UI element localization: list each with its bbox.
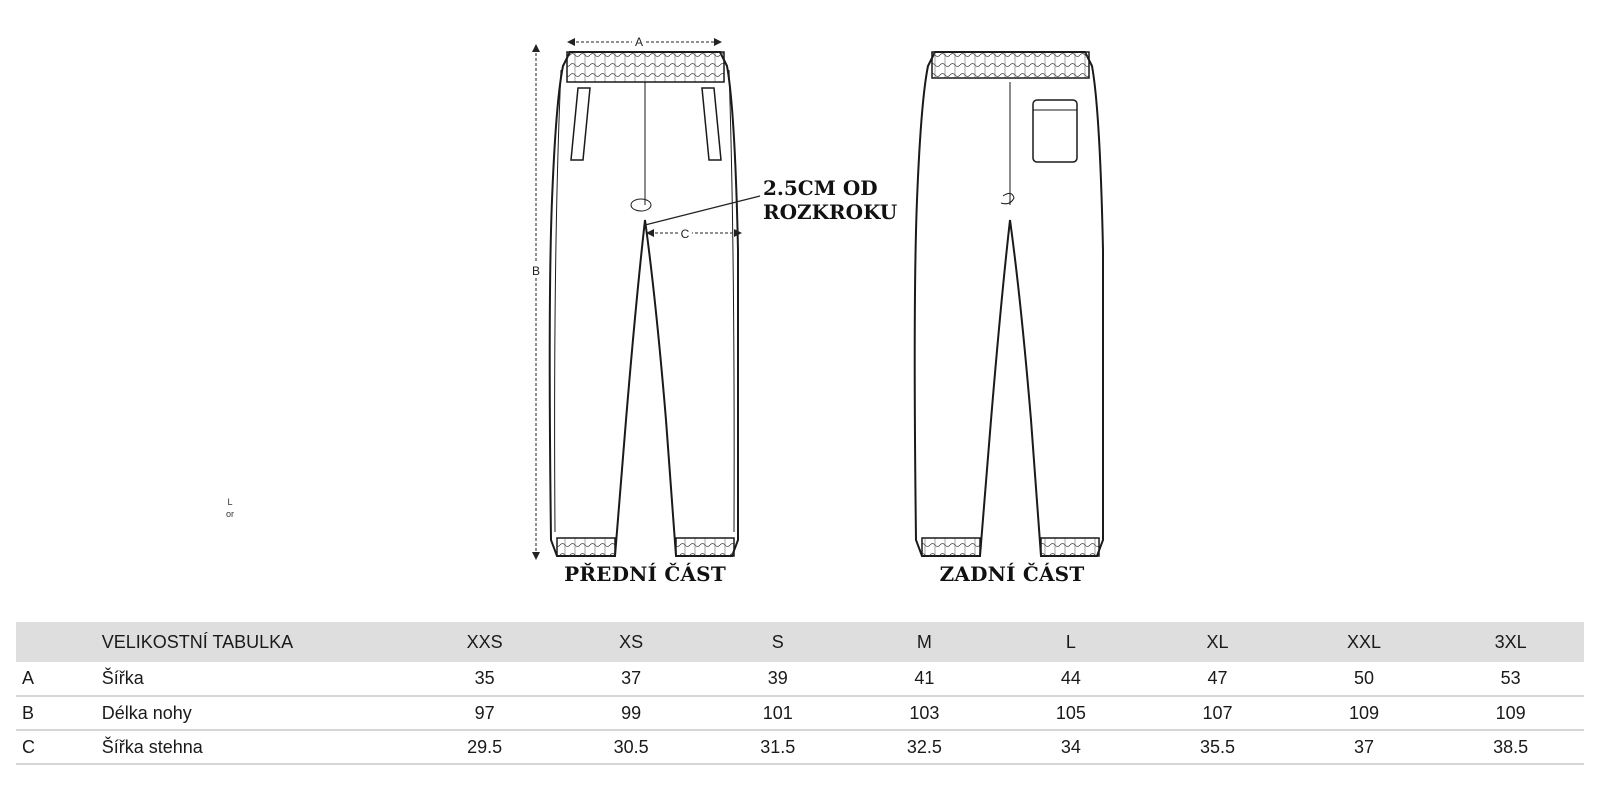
back-right-cuff xyxy=(1041,538,1099,556)
table-cell: 35 xyxy=(474,668,495,688)
size-table-title: VELIKOSTNÍ TABULKA xyxy=(101,631,294,652)
table-cell: 107 xyxy=(1202,702,1233,723)
table-cell: 109 xyxy=(1495,702,1526,723)
back-view-label: ZADNÍ ČÁST xyxy=(939,562,1085,586)
stray-text-line: or xyxy=(226,509,235,519)
table-cell: 103 xyxy=(909,702,940,723)
table-cell: 50 xyxy=(1354,668,1375,688)
table-cell: 30.5 xyxy=(613,736,649,757)
table-cell: 31.5 xyxy=(760,736,796,757)
size-column-header: XL xyxy=(1206,631,1229,652)
crotch-offset-callout xyxy=(763,176,897,224)
table-cell: 109 xyxy=(1349,702,1380,723)
table-cell: 37 xyxy=(1354,736,1375,757)
back-view-pants xyxy=(915,52,1103,556)
callout-leader-line xyxy=(645,196,760,225)
callout-line: 2.5CM OD xyxy=(763,176,878,200)
back-left-cuff xyxy=(922,538,980,556)
size-column-header: XS xyxy=(619,631,644,652)
back-waistband xyxy=(932,52,1089,78)
table-row xyxy=(16,730,1584,764)
size-column-header: XXL xyxy=(1347,631,1382,652)
table-cell: 39 xyxy=(767,668,788,688)
front-left-cuff xyxy=(557,538,615,556)
row-code: B xyxy=(22,702,35,723)
table-cell: 44 xyxy=(1060,668,1081,688)
dimension-a-letter: A xyxy=(634,35,644,49)
callout-line: ROZKROKU xyxy=(763,200,898,224)
size-table-header xyxy=(16,622,1584,662)
table-cell: 47 xyxy=(1207,668,1228,688)
row-code: A xyxy=(22,668,35,688)
row-name: Šířka stehna xyxy=(101,736,203,757)
row-name: Šířka xyxy=(101,668,144,688)
size-table xyxy=(16,622,1584,765)
size-column-header: S xyxy=(771,631,784,652)
table-cell: 99 xyxy=(621,702,642,723)
front-waistband xyxy=(567,52,724,82)
table-cell: 101 xyxy=(762,702,793,723)
table-cell: 38.5 xyxy=(1493,736,1529,757)
row-code: C xyxy=(22,736,35,757)
table-cell: 34 xyxy=(1060,736,1081,757)
table-row xyxy=(16,696,1584,730)
stray-text-line: L xyxy=(227,497,233,507)
table-cell: 37 xyxy=(621,668,642,688)
table-cell: 29.5 xyxy=(467,736,503,757)
front-view-pants xyxy=(550,52,738,556)
row-name: Délka nohy xyxy=(101,702,192,723)
size-column-header: 3XL xyxy=(1494,631,1527,652)
table-cell: 35.5 xyxy=(1199,736,1235,757)
header-code-cell xyxy=(16,622,102,662)
front-right-cuff xyxy=(676,538,734,556)
table-cell: 105 xyxy=(1055,702,1086,723)
table-cell: 97 xyxy=(474,702,495,723)
table-cell: 53 xyxy=(1500,668,1521,688)
table-cell: 41 xyxy=(914,668,935,688)
dimension-b-letter: B xyxy=(531,264,541,278)
size-column-header: XXS xyxy=(466,631,503,652)
size-column-header: L xyxy=(1065,631,1076,652)
table-cell: 32.5 xyxy=(906,736,942,757)
dimension-c-letter: C xyxy=(680,227,690,241)
size-column-header: M xyxy=(916,631,932,652)
table-row xyxy=(16,662,1584,696)
front-view-label: PŘEDNÍ ČÁST xyxy=(564,562,726,586)
